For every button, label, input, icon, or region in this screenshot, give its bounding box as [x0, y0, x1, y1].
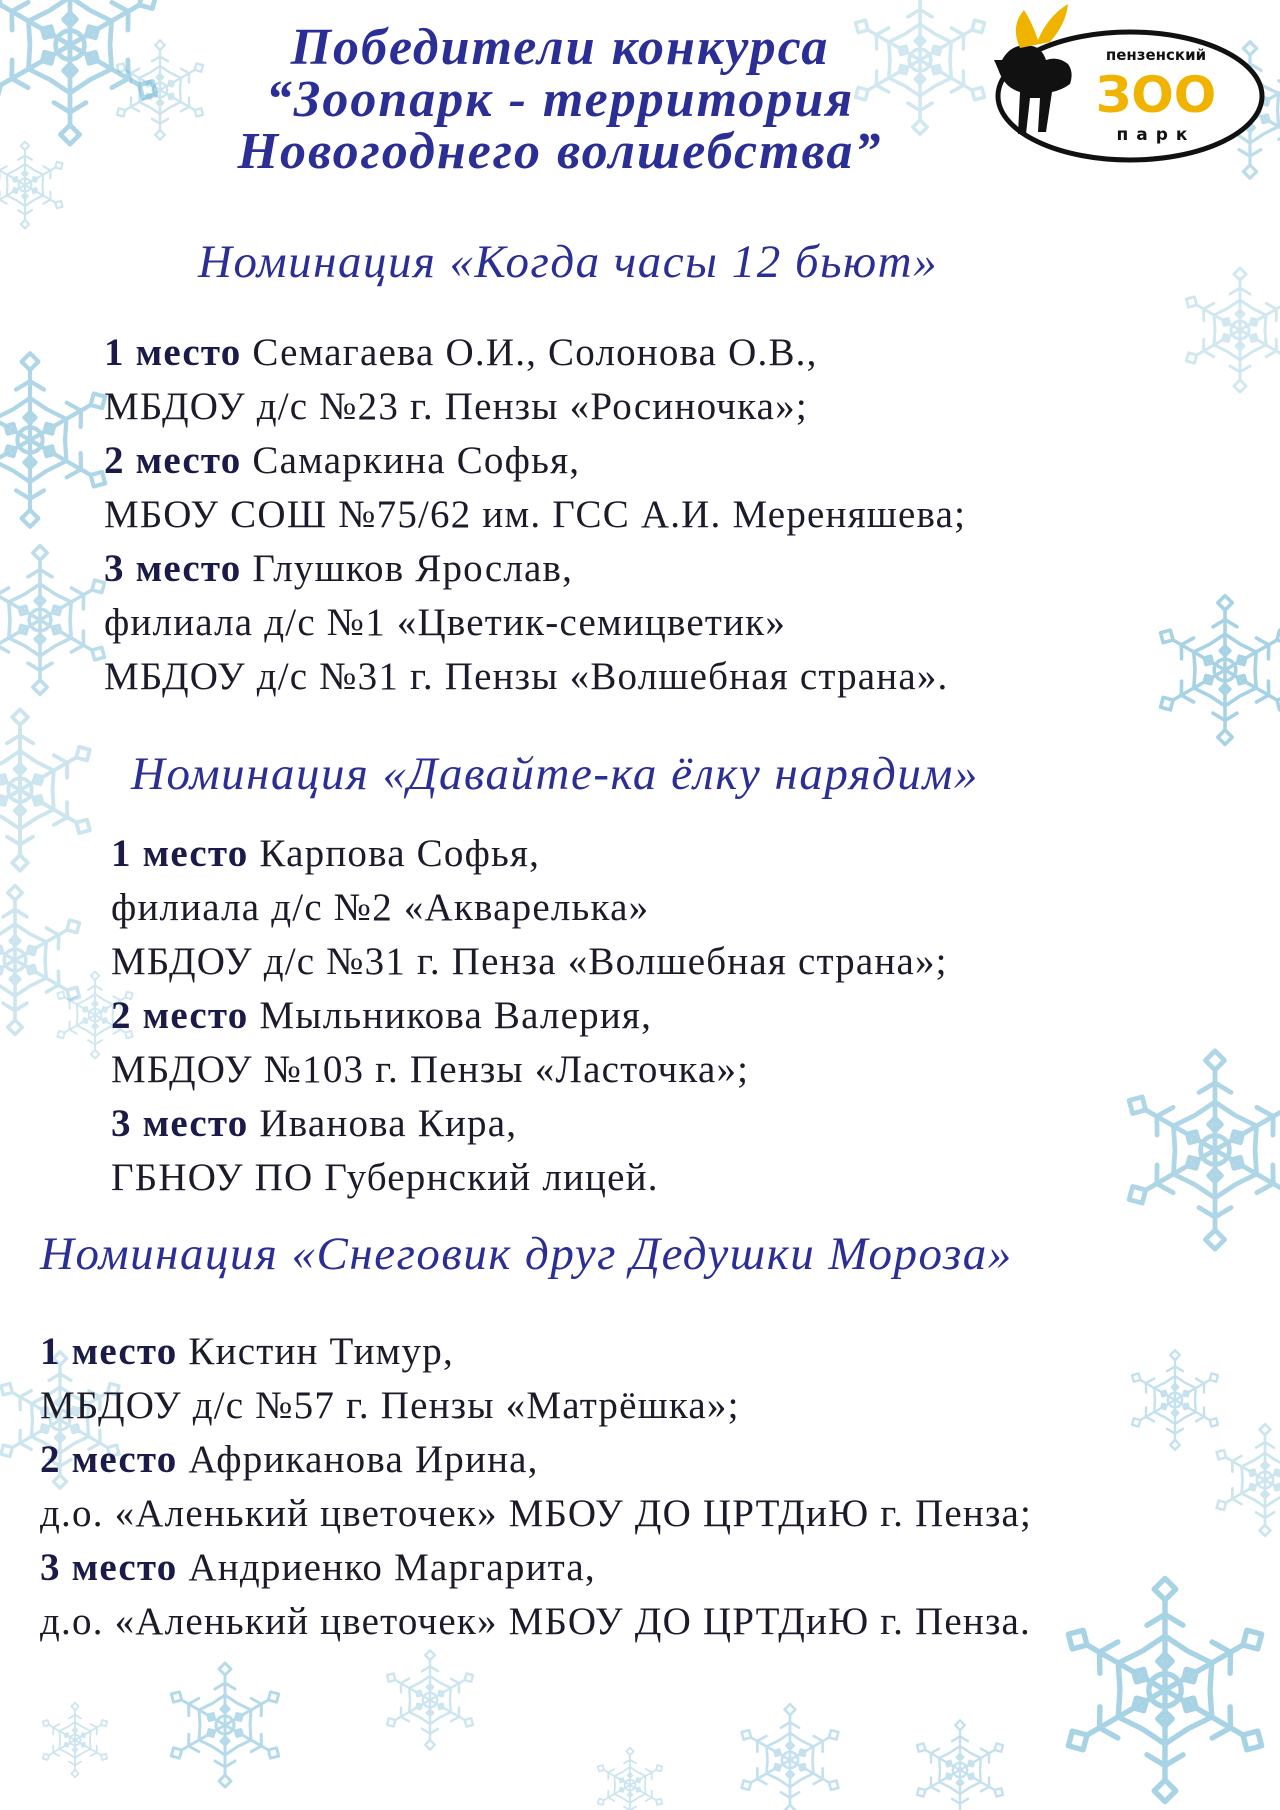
snowflake-icon: [1127, 1350, 1223, 1449]
winner-name: Африканова Ирина,: [188, 1438, 539, 1481]
snowflake-icon: [594, 1748, 666, 1810]
winner-line: [111, 827, 948, 881]
winner-line: [104, 326, 966, 380]
place-label: 2 место: [111, 994, 249, 1037]
snowflake-icon: [165, 1663, 284, 1787]
place-label: 3 место: [40, 1546, 178, 1589]
snowflake-icon: [1211, 1424, 1280, 1536]
winner-line: [104, 434, 966, 488]
winners-list: [104, 326, 966, 704]
snowflake-icon: [0, 546, 112, 695]
winner-name: Кистин Тимур,: [188, 1330, 454, 1373]
winner-org: ГБНОУ ПО Губернский лицей.: [111, 1156, 659, 1199]
winner-line: [104, 542, 966, 596]
winner-line: [40, 1541, 1032, 1595]
place-label: 1 место: [104, 331, 242, 374]
winner-name: Самаркина Софья,: [252, 439, 581, 482]
snowflake-icon: [1153, 596, 1280, 745]
snowflake-icon: [736, 1704, 843, 1810]
place-label: 3 место: [104, 547, 242, 590]
snowflake-icon: [382, 1650, 478, 1749]
winner-line: [111, 1097, 948, 1151]
winners-list: [40, 1325, 1032, 1649]
winner-name: Мыльникова Валерия,: [259, 994, 653, 1037]
winner-name: Иванова Кира,: [259, 1102, 518, 1145]
nomination-title: Номинация «Снеговик друг Дедушки Мороза»: [40, 1228, 1013, 1280]
snowflake-icon: [1180, 268, 1280, 392]
winner-line: [40, 1325, 1032, 1379]
winner-org: МБДОУ д/с №23 г. Пензы «Росиночка»;: [104, 385, 808, 428]
snowflake-icon: [1119, 1051, 1280, 1249]
nomination-title: Номинация «Давайте-ка ёлку нарядим»: [131, 748, 979, 800]
place-label: 2 место: [104, 439, 242, 482]
winner-name: Семагаева О.И., Солонова О.В.,: [252, 331, 818, 374]
winner-line: [111, 989, 948, 1043]
logo-bottom-text: парк: [1116, 125, 1196, 145]
zoo-logo: [980, 0, 1272, 172]
snowflake-icon: [0, 142, 67, 229]
winner-name: Карпова Софья,: [259, 832, 541, 875]
place-label: 1 место: [111, 832, 249, 875]
snowflake-icon: [0, 886, 87, 1035]
winner-org: МБДОУ д/с №31 г. Пенза «Волшебная страна»;: [111, 940, 948, 983]
snowflake-icon: [39, 1703, 111, 1777]
title-line: “Зоопарк - территория: [265, 71, 855, 128]
winner-org: филиала д/с №1 «Цветик-семицветик»: [104, 601, 787, 644]
snowflake-icon: [0, 709, 98, 870]
winner-org: д.о. «Аленький цветочек» МБОУ ДО ЦРТДиЮ г. Пенза.: [40, 1600, 1032, 1643]
winner-line: [40, 1433, 1032, 1487]
logo-main-text: ЗОО: [1095, 66, 1217, 124]
winner-name: Глушков Ярослав,: [252, 547, 574, 590]
nomination-title: Номинация «Когда часы 12 бьют»: [198, 236, 939, 288]
winner-name: Андриенко Маргарита,: [188, 1546, 596, 1589]
winner-org: МБДОУ д/с №31 г. Пензы «Волшебная страна».: [104, 655, 949, 698]
winner-org: филиала д/с №2 «Акварелька»: [111, 886, 650, 929]
winner-org: МБОУ СОШ №75/62 им. ГСС А.И. Мереняшева;: [104, 493, 967, 536]
page-title: [130, 19, 990, 180]
snowflake-icon: [912, 1720, 1008, 1810]
winner-org: д.о. «Аленький цветочек» МБОУ ДО ЦРТДиЮ г. Пенза;: [40, 1492, 1033, 1535]
title-line: Новогоднего волшебства”: [237, 123, 883, 180]
place-label: 3 место: [111, 1102, 249, 1145]
title-line: Победители конкурса: [290, 19, 830, 76]
place-label: 1 место: [40, 1330, 178, 1373]
place-label: 2 место: [40, 1438, 178, 1481]
logo-top-text: пензенский: [1105, 46, 1207, 64]
snowflake-icon: [1058, 1578, 1273, 1801]
snowflake-icon: [0, 353, 114, 527]
winner-org: МБДОУ №103 г. Пензы «Ласточка»;: [111, 1048, 750, 1091]
winners-list: [111, 827, 948, 1205]
winner-org: МБДОУ д/с №57 г. Пензы «Матрёшка»;: [40, 1384, 740, 1427]
